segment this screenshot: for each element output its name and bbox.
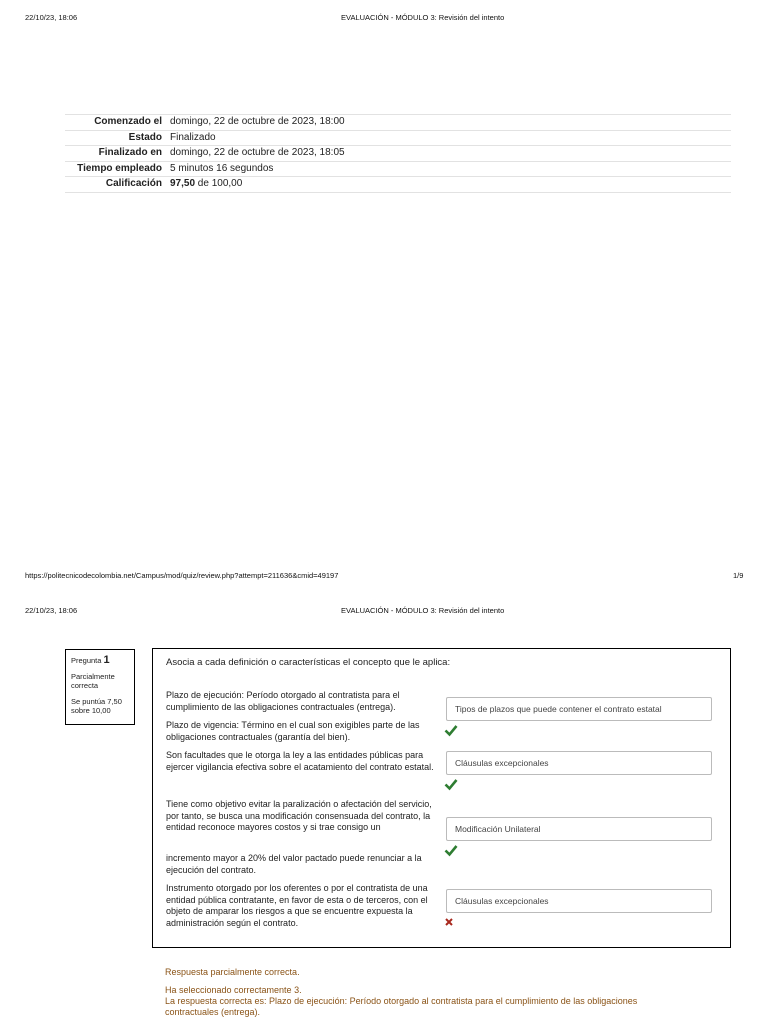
print-title: EVALUACIÓN - MÓDULO 3: Revisión del intento — [341, 606, 505, 615]
summary-value: 5 minutos 16 segundos — [170, 161, 731, 177]
grade-total: de 100,00 — [195, 178, 243, 190]
print-datetime: 22/10/23, 18:06 — [25, 13, 78, 22]
summary-label: Finalizado en — [65, 146, 170, 162]
grade-score: 97,50 — [170, 178, 196, 190]
summary-label: Tiempo empleado — [65, 161, 170, 177]
question-grade: Se puntúa 7,50 sobre 10,00 — [71, 697, 122, 715]
print-url: https://politecnicodecolombia.net/Campus/mod/quiz/review.php?attempt=211636&cmid=49197 — [25, 571, 339, 580]
answer-select-3[interactable]: Modificación Unilateral — [446, 817, 712, 841]
cross-icon — [444, 917, 454, 927]
summary-label: Estado — [65, 130, 170, 146]
check-icon — [444, 777, 458, 791]
feedback-selected: Ha seleccionado correctamente 3. — [165, 985, 302, 995]
summary-value: domingo, 22 de octubre de 2023, 18:05 — [170, 146, 731, 162]
summary-row-started — [65, 115, 731, 131]
question-text: Asocia a cada definición o características el concepto que le aplica: — [166, 657, 451, 668]
feedback-general: Respuesta parcialmente correcta. — [165, 967, 300, 977]
summary-label: Calificación — [65, 177, 170, 193]
check-icon — [444, 723, 458, 737]
summary-row-grade — [65, 177, 731, 193]
attempt-summary-table — [65, 114, 731, 193]
definition-1: Plazo de ejecución: Período otorgado al contratista para el cumplimiento de las obligaciones contractuales (entrega). — [166, 690, 400, 712]
summary-value: Finalizado — [170, 130, 731, 146]
definition-2: Plazo de vigencia: Término en el cual son exigibles parte de las obligaciones contractuales (garantía del bien). — [166, 720, 420, 742]
print-title: EVALUACIÓN - MÓDULO 3: Revisión del intento — [341, 13, 505, 22]
print-page-number: 1/9 — [733, 571, 744, 580]
summary-row-finished — [65, 146, 731, 162]
answer-select-1[interactable]: Tipos de plazos que puede contener el contrato estatal — [446, 697, 712, 721]
feedback-correct-answer: La respuesta correcta es: Plazo de ejecución: Período otorgado al contratista para el cumplimiento de las obligaciones — [165, 996, 638, 1006]
question-number — [71, 654, 110, 666]
definition-4: Tiene como objetivo evitar la paralización o afectación del servicio, por tanto, se busca una modificación consensuada del contrato, la entidad reconoce mayores costos y si trae consigo un — [166, 799, 432, 832]
answer-select-2[interactable]: Cláusulas excepcionales — [446, 751, 712, 775]
feedback-correct-answer-cont: contractuales (entrega). — [165, 1007, 261, 1017]
question-content-box — [152, 648, 731, 948]
summary-label: Comenzado el — [65, 115, 170, 131]
question-label: Pregunta — [71, 656, 102, 665]
print-datetime: 22/10/23, 18:06 — [25, 606, 78, 615]
question-state: Parcialmente correcta — [71, 672, 115, 690]
question-info-box — [65, 649, 135, 725]
definition-3: Son facultades que le otorga la ley a las entidades públicas para ejercer vigilancia efectiva sobre el acatamiento del contrato estatal. — [166, 750, 434, 772]
question-num: 1 — [103, 654, 110, 666]
answer-select-4[interactable]: Cláusulas excepcionales — [446, 889, 712, 913]
summary-value: domingo, 22 de octubre de 2023, 18:00 — [170, 115, 731, 131]
definition-5: Instrumento otorgado por los oferentes o por el contratista de una entidad pública contratante, en favor de esta o de terceros, con el objeto de amparar los riesgos a que se encuentre expuesta la administración según el contrato. — [166, 883, 428, 928]
summary-row-time — [65, 161, 731, 177]
definition-4-continued: incremento mayor a 20% del valor pactado puede renunciar a la ejecución del contrato. — [166, 853, 422, 875]
summary-row-state — [65, 130, 731, 146]
summary-value — [170, 177, 731, 193]
check-icon — [444, 843, 458, 857]
